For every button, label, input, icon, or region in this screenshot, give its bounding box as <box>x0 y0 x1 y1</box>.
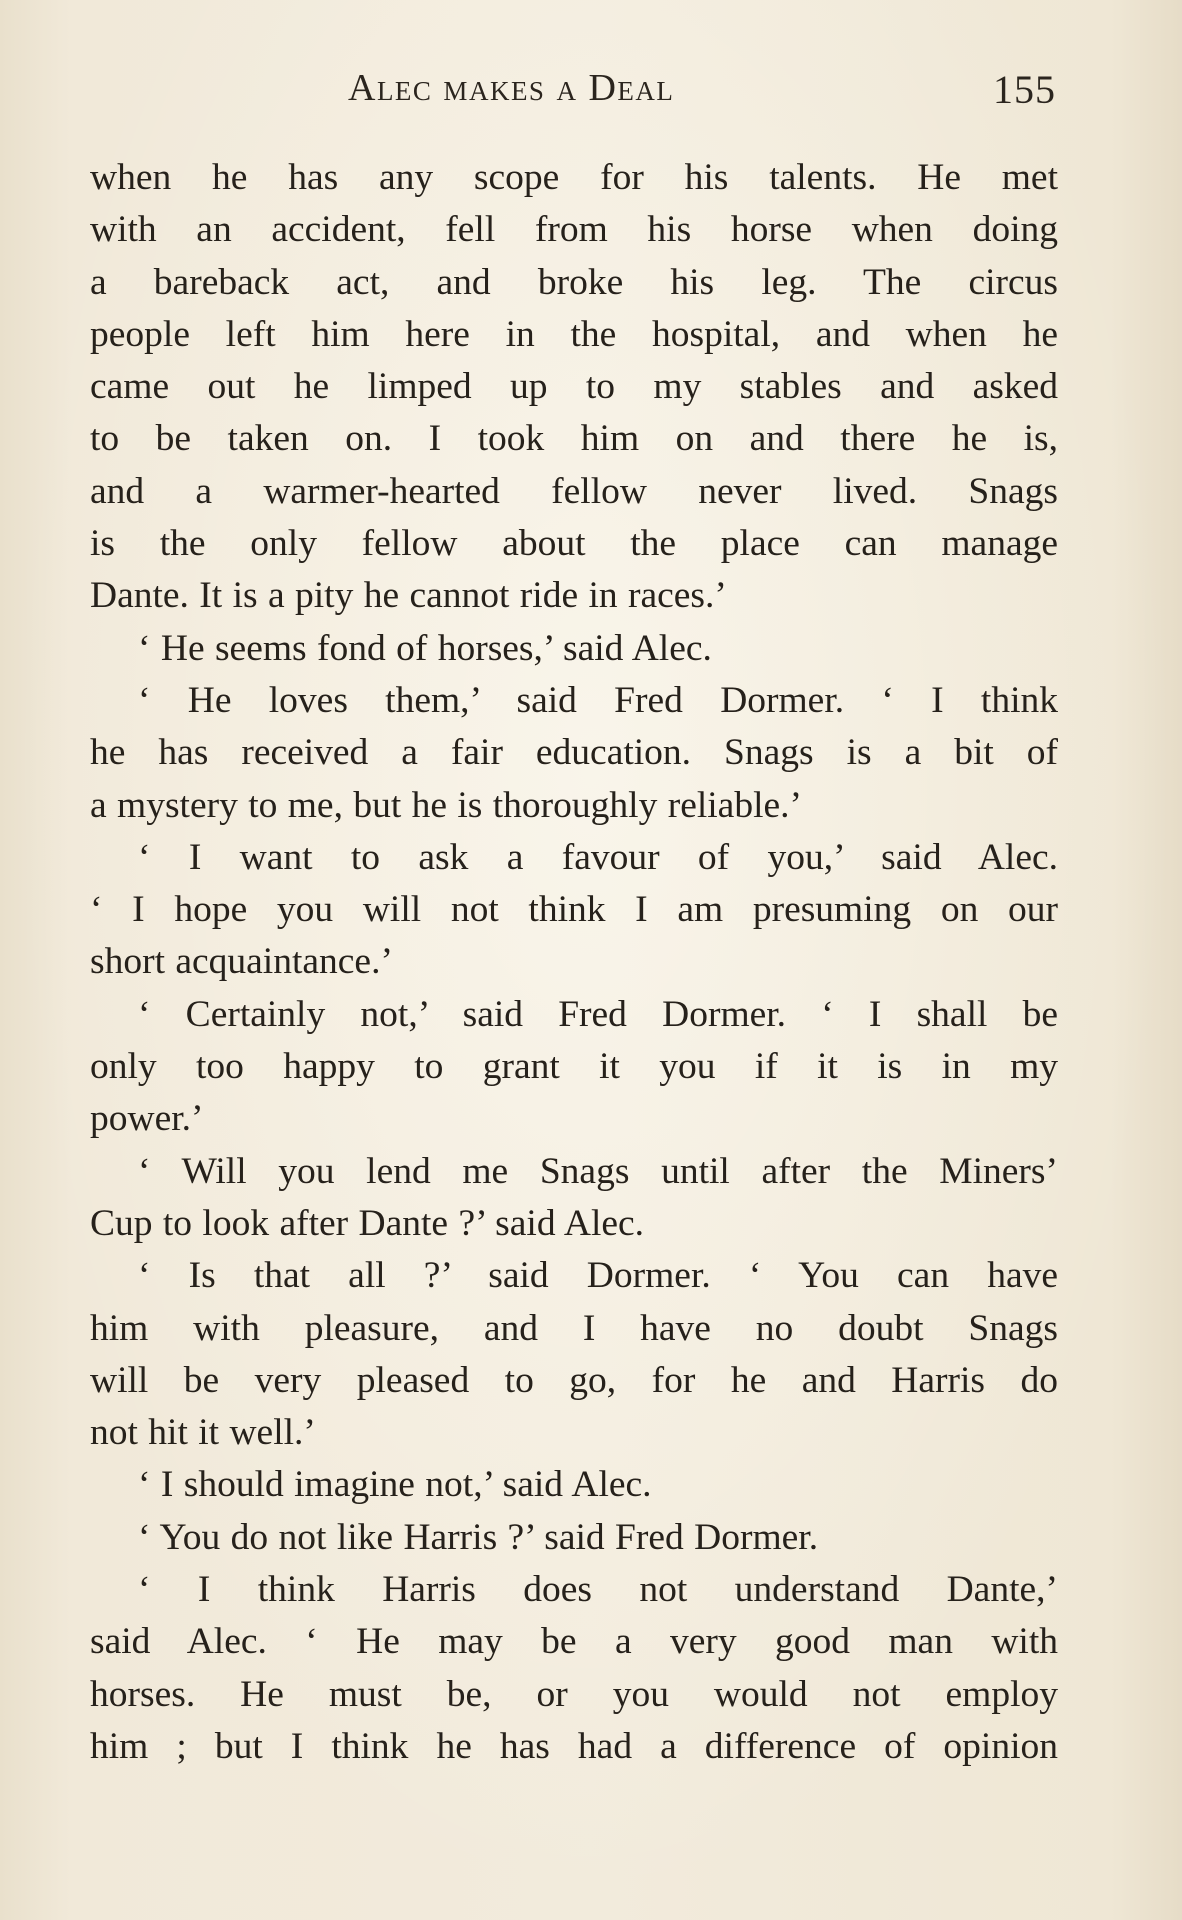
text-line: ‘ I should imagine not,’ said Alec. <box>138 1464 652 1506</box>
running-head <box>88 66 1056 126</box>
text-line: ‘ Will you lend me Snags until after the Miners’ <box>138 1150 1058 1192</box>
text-line: not hit it well.’ <box>90 1412 316 1454</box>
text-line: him with pleasure, and I have no doubt Snags <box>90 1307 1058 1349</box>
text-line: short acquaintance.’ <box>90 941 393 983</box>
text-line: Cup to look after Dante ?’ said Alec. <box>90 1202 645 1244</box>
text-line: ‘ Certainly not,’ said Fred Dormer. ‘ I shall be <box>138 993 1058 1035</box>
text-line: came out he limped up to my stables and asked <box>90 366 1058 408</box>
text-line: will be very pleased to go, for he and Harris do <box>90 1359 1058 1401</box>
text-line: with an accident, fell from his horse when doing <box>90 209 1058 251</box>
text-line: ‘ You do not like Harris ?’ said Fred Dormer. <box>138 1516 819 1558</box>
text-line: Dante. It is a pity he cannot ride in races.’ <box>90 575 727 617</box>
text-line: said Alec. ‘ He may be a very good man with <box>90 1621 1058 1663</box>
text-line: ‘ Is that all ?’ said Dormer. ‘ You can have <box>138 1255 1058 1297</box>
text-line: he has received a fair education. Snags is a bit of <box>90 732 1058 774</box>
text-line: only too happy to grant it you if it is in my <box>90 1046 1058 1088</box>
text-line: ‘ He loves them,’ said Fred Dormer. ‘ I think <box>138 679 1058 721</box>
text-line: a mystery to me, but he is thoroughly reliable.’ <box>90 784 803 826</box>
running-title: Alec makes a Deal <box>348 67 675 109</box>
text-line: and a warmer-hearted fellow never lived. Snags <box>90 470 1058 512</box>
text-line: is the only fellow about the place can manage <box>90 523 1058 565</box>
text-line: horses. He must be, or you would not employ <box>90 1673 1058 1715</box>
body-text <box>90 152 1058 1773</box>
text-line: power.’ <box>90 1098 204 1140</box>
text-line: ‘ He seems fond of horses,’ said Alec. <box>138 627 712 669</box>
text-line: to be taken on. I took him on and there he is, <box>90 418 1058 460</box>
text-line: a bareback act, and broke his leg. The circus <box>90 261 1058 303</box>
text-line: ‘ I think Harris does not understand Dante,’ <box>138 1569 1058 1611</box>
text-line: ‘ I want to ask a favour of you,’ said Alec. <box>138 836 1058 878</box>
text-line: him ; but I think he has had a difference of opinion <box>90 1725 1058 1767</box>
page-number: 155 <box>993 67 1056 112</box>
text-line: ‘ I hope you will not think I am presuming on our <box>90 889 1058 931</box>
text-line: when he has any scope for his talents. He met <box>90 157 1058 198</box>
text-line: people left him here in the hospital, and when he <box>90 313 1058 355</box>
